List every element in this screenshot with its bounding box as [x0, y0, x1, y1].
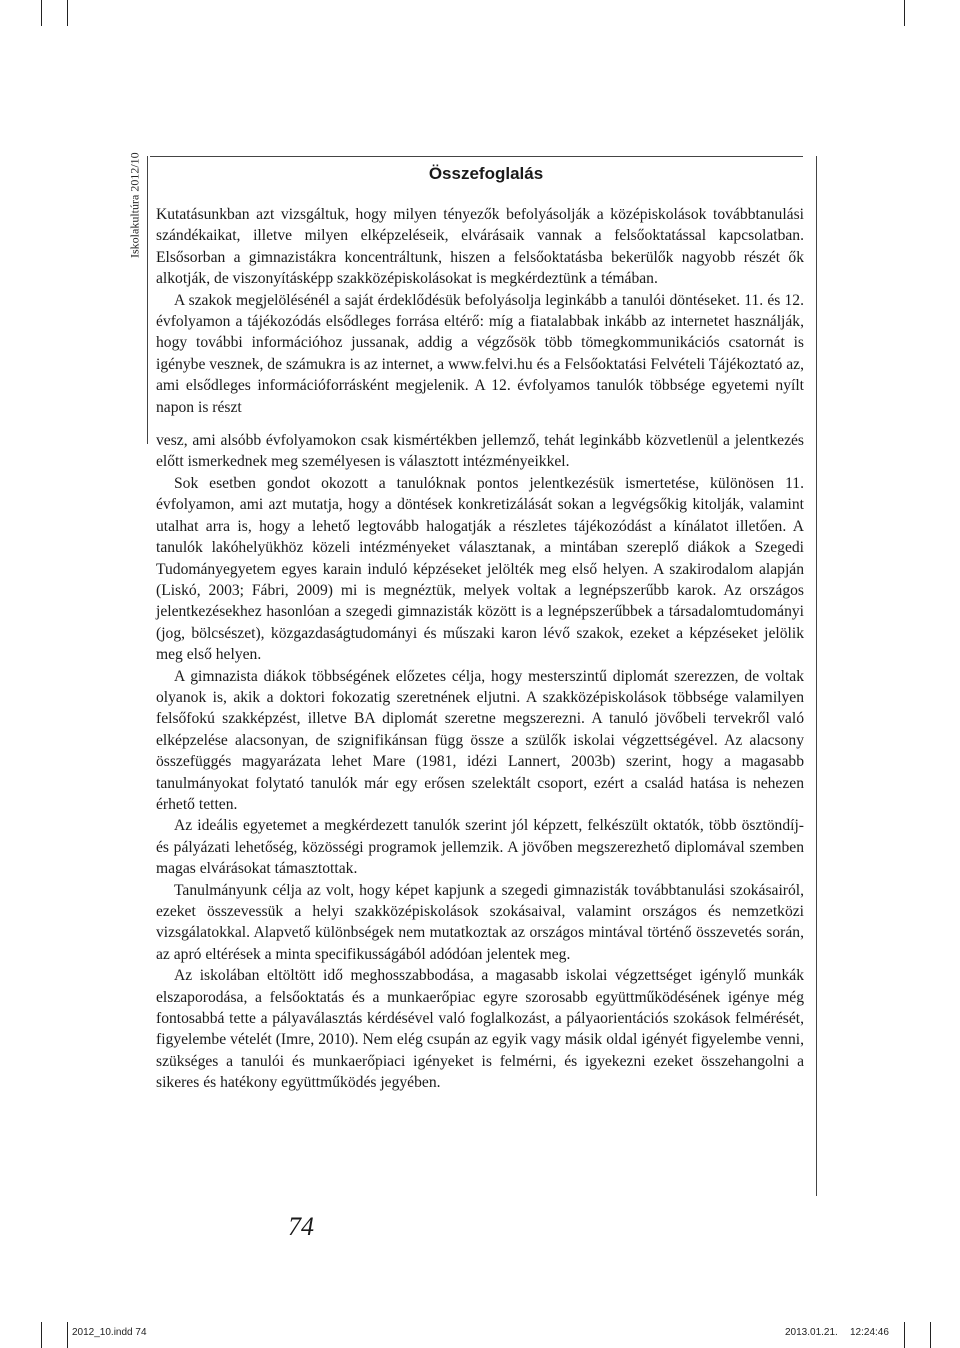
crop-mark: [41, 0, 42, 26]
paragraph: A gimnazista diákok többségének előzetes célja, hogy mesterszintű diplomát szerezzen, de voltak olyanok is, akik a doktori fokozatig szeretnének eljutni. A szakközépiskolások többsége valamilyen felsőfokú szakképzést, illetve BA diplomát szeretne megszerezni. A tanuló jövőbeli tervekről való elképzelése alacsonyan, de szignifikánsan függ össze a szülők iskolai végzettségével. Az alacsony összefüggés magyarázata lehet Mare (1981, idézi Lannert, 2003b) szerint, hogy a magasabb tanulmányokat folytató tanulók már egy erősen szelektált csoport, ezért a család hatása is nehezen érhető tetten.: [156, 667, 804, 813]
paragraph: Tanulmányunk célja az volt, hogy képet kapjunk a szegedi gimnazisták továbbtanulási szokásairól, ezeket összevessük a helyi szakközépiskolások szokásaival, valamint országos és nemzetközi vizsgálatokkal. Alapvető különbségek nem mutatkoztak az országos mintával történő összevetés során, az apró eltérések a minta specifikusságából adódóan jelentek meg.: [156, 881, 804, 963]
paragraph: Az iskolában eltöltött idő meghosszabbodása, a magasabb iskolai végzettséget igénylő munkák elszaporodása, a felsőoktatás és a munkaerőpiac egyre szorosabb együttműködésének igénye még fontosabbá tette a pályaválasztás kérdésével való foglalkozást, a pályaorientációs szokások felmérését, figyelembe vételét (Imre, 2010). Nem elég csupán az egyik vagy másik oldal igényét figyelembe venni, szükséges a tanulói és munkaerőpiaci igényeket is felmérni, és igyekezni ezeket összehangolni a sikeres és hatékony együttműködés jegyében.: [156, 967, 804, 1092]
margin-rule-left: [147, 156, 148, 444]
paragraph: A szakok megjelölésénél a saját érdeklődésük befolyásolja leginkább a tanulói döntéseket. 11. és 12. évfolyamon a tájékozódás elsődleges forrása eltérő: míg a fiatalabbak inkább az internetet használják, hogy további információhoz jussanak, addig a végzősök több tömegkommunikációs csatornát is igénybe vesznek, de számukra is az internet, a www.felvi.hu és a Felsőoktatási Felvételi Tájékoztató az, ami elsődleges információforrásként megjelenik. A 12. évfolyamos tanulók többsége egyetemi nyílt napon is részt: [156, 291, 804, 416]
slug-date: 2013.01.21.: [785, 1327, 838, 1338]
journal-label: Iskolakultúra 2012/10: [127, 152, 142, 258]
margin-rule-right: [816, 156, 817, 1196]
crop-mark: [67, 0, 68, 26]
paragraph: Az ideális egyetemet a megkérdezett tanulók szerint jól képzett, felkészült oktatók, több ösztöndíj- és pályázati lehetőség, közösségi programok jellemzik. A jövőben megszerezhető diplomával szemben magas elvárásokat támasztottak.: [156, 817, 804, 878]
crop-mark: [904, 1322, 905, 1348]
paragraph: vesz, ami alsóbb évfolyamokon csak kismértékben jellemző, tehát leginkább közvetlenül a jelentkezés előtt ismerkednek meg személyesen is választott intézményeikkel.: [156, 432, 804, 471]
crop-mark: [41, 1322, 42, 1348]
slug-file: 2012_10.indd 74: [72, 1327, 147, 1338]
crop-mark: [67, 1322, 68, 1348]
crop-mark: [904, 0, 905, 26]
article-body: [156, 204, 804, 1094]
title-rule: [150, 156, 803, 157]
paragraph: Kutatásunkban azt vizsgáltuk, hogy milyen tényezők befolyásolják a középiskolások továbbtanulási szándékaikat, illetve milyen elképzeléseik, elvárásaik vannak a felsőoktatással kapcsolatban. Elsősorban a gimnazistákra koncentráltunk, hiszen a felsőoktatásba bekerülők nagyobb részét ők alkotják, de viszonyításképp szakközépiskolásokat is megkérdeztünk a témában.: [156, 206, 804, 288]
slug-time: 12:24:46: [850, 1327, 889, 1338]
crop-mark: [930, 1322, 931, 1348]
page-number: 74: [288, 1212, 314, 1241]
paragraph: Sok esetben gondot okozott a tanulóknak pontos jelentkezésük ismertetése, különösen 11. évfolyamon, ami azt mutatja, hogy a döntések konkretizálását sokan a legvégsőkig kitolják, valamint utalhat arra is, hogy a lehető legtovább halogatják a részletes tájékozódást a kínálatot illetően. A tanulók lakóhelyükhöz közeli intézményeket választanak, a mintában szereplő diákok a Szegedi Tudományegyetem egyes karain induló képzéseket jelölték meg első helyen. A szakirodalom alapján (Liskó, 2003; Fábri, 2009) mi is megnéztük, melyek voltak a legnépszerűbb karok. Az országos jelentkezésekhez hasonlóan a szegedi gimnazisták között is a legnépszerűbbek a társadalomtudományi (jog, bölcsészet), közgazdaságtudományi és műszaki karon lévő szakok, ezeket a képzéseket jelölik meg első helyen.: [156, 474, 804, 664]
page-title: Összefoglalás: [428, 164, 544, 183]
